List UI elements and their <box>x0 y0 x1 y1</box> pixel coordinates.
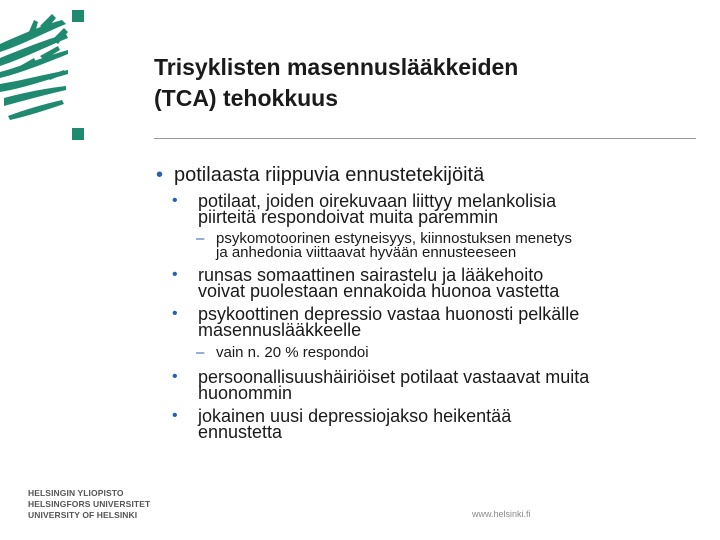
bullet-marker: • <box>172 305 178 322</box>
bullet-level2-new-episode <box>172 408 696 440</box>
bullet-marker: – <box>196 230 205 247</box>
bullet-text-line-1: jokainen uusi depressiojakso heikentää <box>198 406 512 426</box>
bullet-text-line-1: runsas somaattinen sairastelu ja lääkehoito <box>198 265 544 285</box>
bullet-marker: • <box>172 266 178 283</box>
bullet-text-line-2: ennustetta <box>198 422 283 442</box>
slide-title-line-2: (TCA) tehokkuus <box>154 85 338 111</box>
footer-url: www.helsinki.fi <box>472 509 531 519</box>
bullet-marker: – <box>196 344 205 361</box>
bullet-text-line-2: voivat puolestaan ennakoida huonoa vastetta <box>198 281 560 301</box>
bullet-level3-psychomotor <box>196 232 696 260</box>
bullet-level3-response-rate <box>196 346 696 360</box>
bullet-level2-personality <box>172 369 696 401</box>
bullet-level2-psychotic <box>172 306 696 338</box>
bullet-marker: • <box>156 164 164 186</box>
bullet-text-line-1: psykoottinen depressio vastaa huonosti pelkälle <box>198 304 580 324</box>
bullet-marker: • <box>172 368 178 385</box>
slide-title-line-1: Trisyklisten masennuslääkkeiden <box>154 54 519 80</box>
bullet-text: vain n. 20 % respondoi <box>216 344 369 361</box>
bullet-text-line-1: potilaat, joiden oirekuvaan liittyy melankolisia <box>198 191 557 211</box>
bullet-marker: • <box>172 407 178 424</box>
university-name-sv: HELSINGFORS UNIVERSITET <box>28 499 151 509</box>
bullet-level2-somatic <box>172 267 696 299</box>
bullet-marker: • <box>172 192 178 209</box>
bullet-text: potilaasta riippuvia ennustetekijöitä <box>174 164 485 186</box>
university-wordmark <box>28 488 150 521</box>
bullet-text-line-2: ja anhedonia viittaavat hyvään ennusteeseen <box>216 244 517 261</box>
bullet-level1-prognostic-factors <box>156 166 696 184</box>
bullet-text-line-1: psykomotoorinen estyneisyys, kiinnostuksen menetys <box>216 230 573 247</box>
bullet-text-line-1: persoonallisuushäiriöiset potilaat vastaavat muita <box>198 367 590 387</box>
bullet-text-line-2: masennuslääkkeelle <box>198 320 362 340</box>
university-name-fi: HELSINGIN YLIOPISTO <box>28 488 124 498</box>
bullet-text-line-2: piirteitä respondoivat muita paremmin <box>198 207 499 227</box>
bullet-level2-melancholic <box>172 193 696 225</box>
bullet-text-line-2: huonommin <box>198 383 293 403</box>
university-logo-icon <box>0 0 100 150</box>
university-name-en: UNIVERSITY OF HELSINKI <box>28 510 138 520</box>
title-divider <box>154 138 696 139</box>
slide-title <box>154 52 694 114</box>
